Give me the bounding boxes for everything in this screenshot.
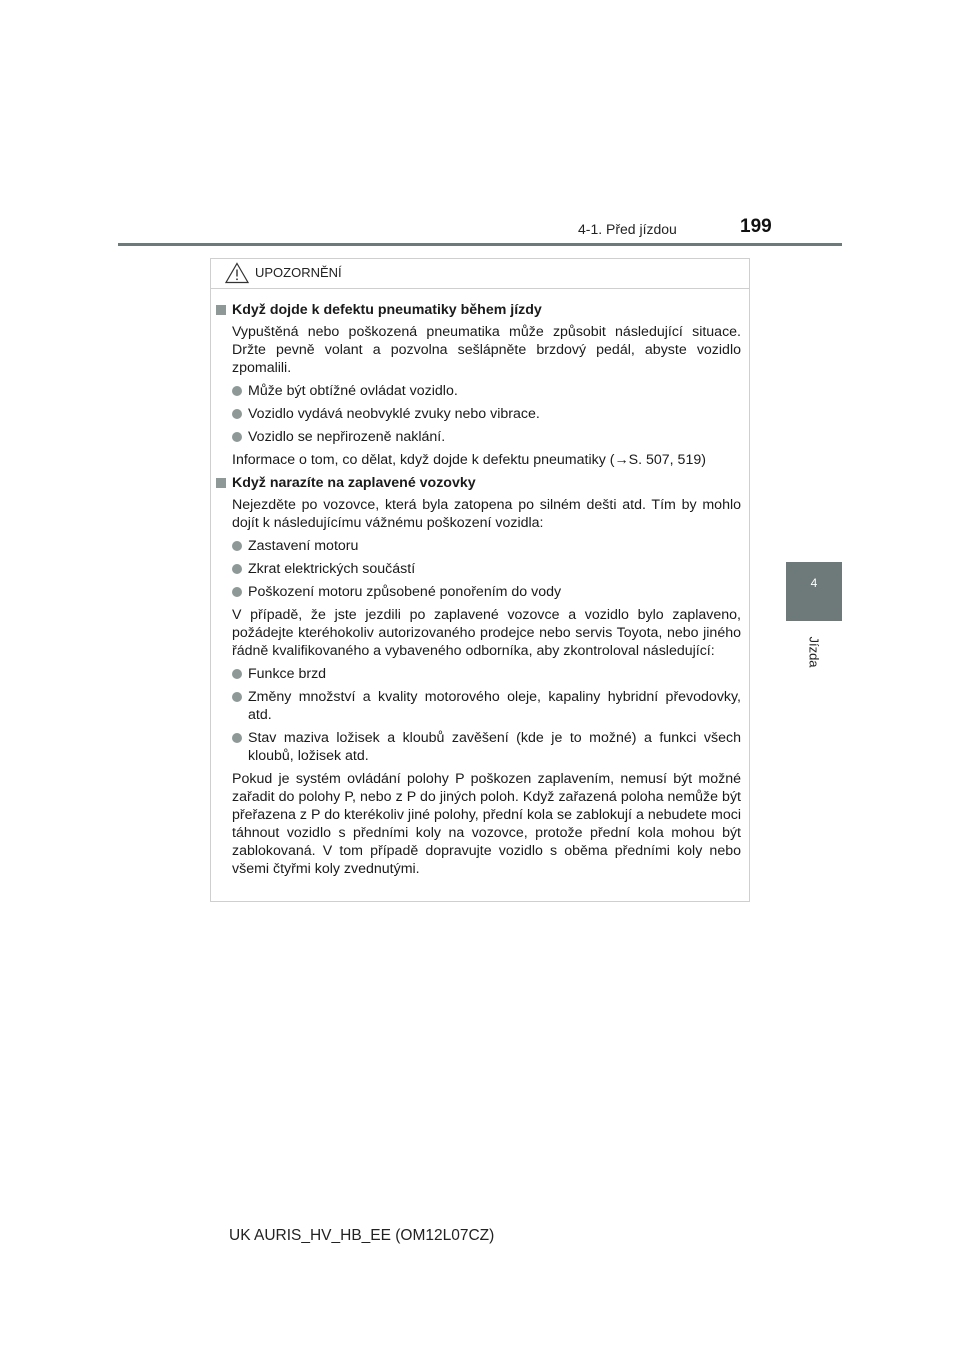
paragraph: Vypuštěná nebo poškozená pneumatika může způsobit následující situace. Držte pevně volant a pozvolna sešlápněte brzdový pedál, abyste vozidlo zpomalili.: [232, 324, 741, 376]
paragraph: Informace o tom, co dělat, když dojde k defektu pneumatiky (→S. 507, 519): [232, 452, 706, 468]
header-section-title: 4-1. Před jízdou: [578, 221, 677, 237]
section-title-tire-defect: Když dojde k defektu pneumatiky během jízdy: [215, 301, 741, 319]
chapter-tab-label: Jízda: [806, 636, 822, 668]
header-rule: [118, 243, 842, 246]
warning-box: [210, 258, 750, 902]
chapter-tab-number: 4: [810, 576, 818, 590]
list-item: Vozidlo se nepřirozeně naklání.: [215, 428, 741, 446]
list-item: Zastavení motoru: [215, 537, 741, 555]
footer-model-code: UK AURIS_HV_HB_EE (OM12L07CZ): [229, 1227, 495, 1244]
list-item: Funkce brzd: [215, 665, 741, 683]
chapter-tab[interactable]: [786, 562, 842, 621]
list-item: Může být obtížné ovládat vozidlo.: [215, 382, 741, 400]
list-item: Změny množství a kvality motorového oleje, kapaliny hybridní převodovky, atd.: [215, 688, 741, 724]
list-item: Zkrat elektrických součástí: [215, 560, 741, 578]
warning-body: [211, 289, 749, 878]
paragraph: Pokud je systém ovládání polohy P poškozen zaplavením, nemusí být možné zařadit do polohy P, nebo z P do jiných poloh. Když zařazená poloha nemůže být přeřazena z P do kterékoliv jiné polohy, přední kola se zablokují a nebudete moci táhnout vozidlo s předními koly na vozovce, protože přední kola mohou být zablokovaná. V tom případě dopravujte vozidlo s oběma předními koly nebo všemi čtyřmi koly zvednutými.: [232, 771, 741, 877]
warning-title: UPOZORNĚNÍ: [255, 265, 342, 280]
section-title-flooded-roads: Když narazíte na zaplavené vozovky: [215, 474, 741, 492]
list-item: Stav maziva ložisek a kloubů zavěšení (kde je to možné) a funkci všech kloubů, ložisek atd.: [215, 729, 741, 765]
list-item: Poškození motoru způsobené ponořením do vody: [215, 583, 741, 601]
warning-header: [211, 259, 749, 289]
page-number: 199: [740, 216, 772, 237]
paragraph: V případě, že jste jezdili po zaplavené vozovce a vozidlo bylo zaplaveno, požádejte kteréhokoliv autorizovaného prodejce nebo servis Toyota, nebo jiného řádně kvalifikovaného a vybaveného odborníka, aby zkontroloval následující:: [232, 607, 741, 659]
list-item: Vozidlo vydává neobvyklé zvuky nebo vibrace.: [215, 405, 741, 423]
paragraph: Nejezděte po vozovce, která byla zatopena po silném dešti atd. Tím by mohlo dojít k následujícímu vážnému poškození vozidla:: [232, 497, 741, 531]
warning-triangle-icon: [225, 262, 249, 284]
